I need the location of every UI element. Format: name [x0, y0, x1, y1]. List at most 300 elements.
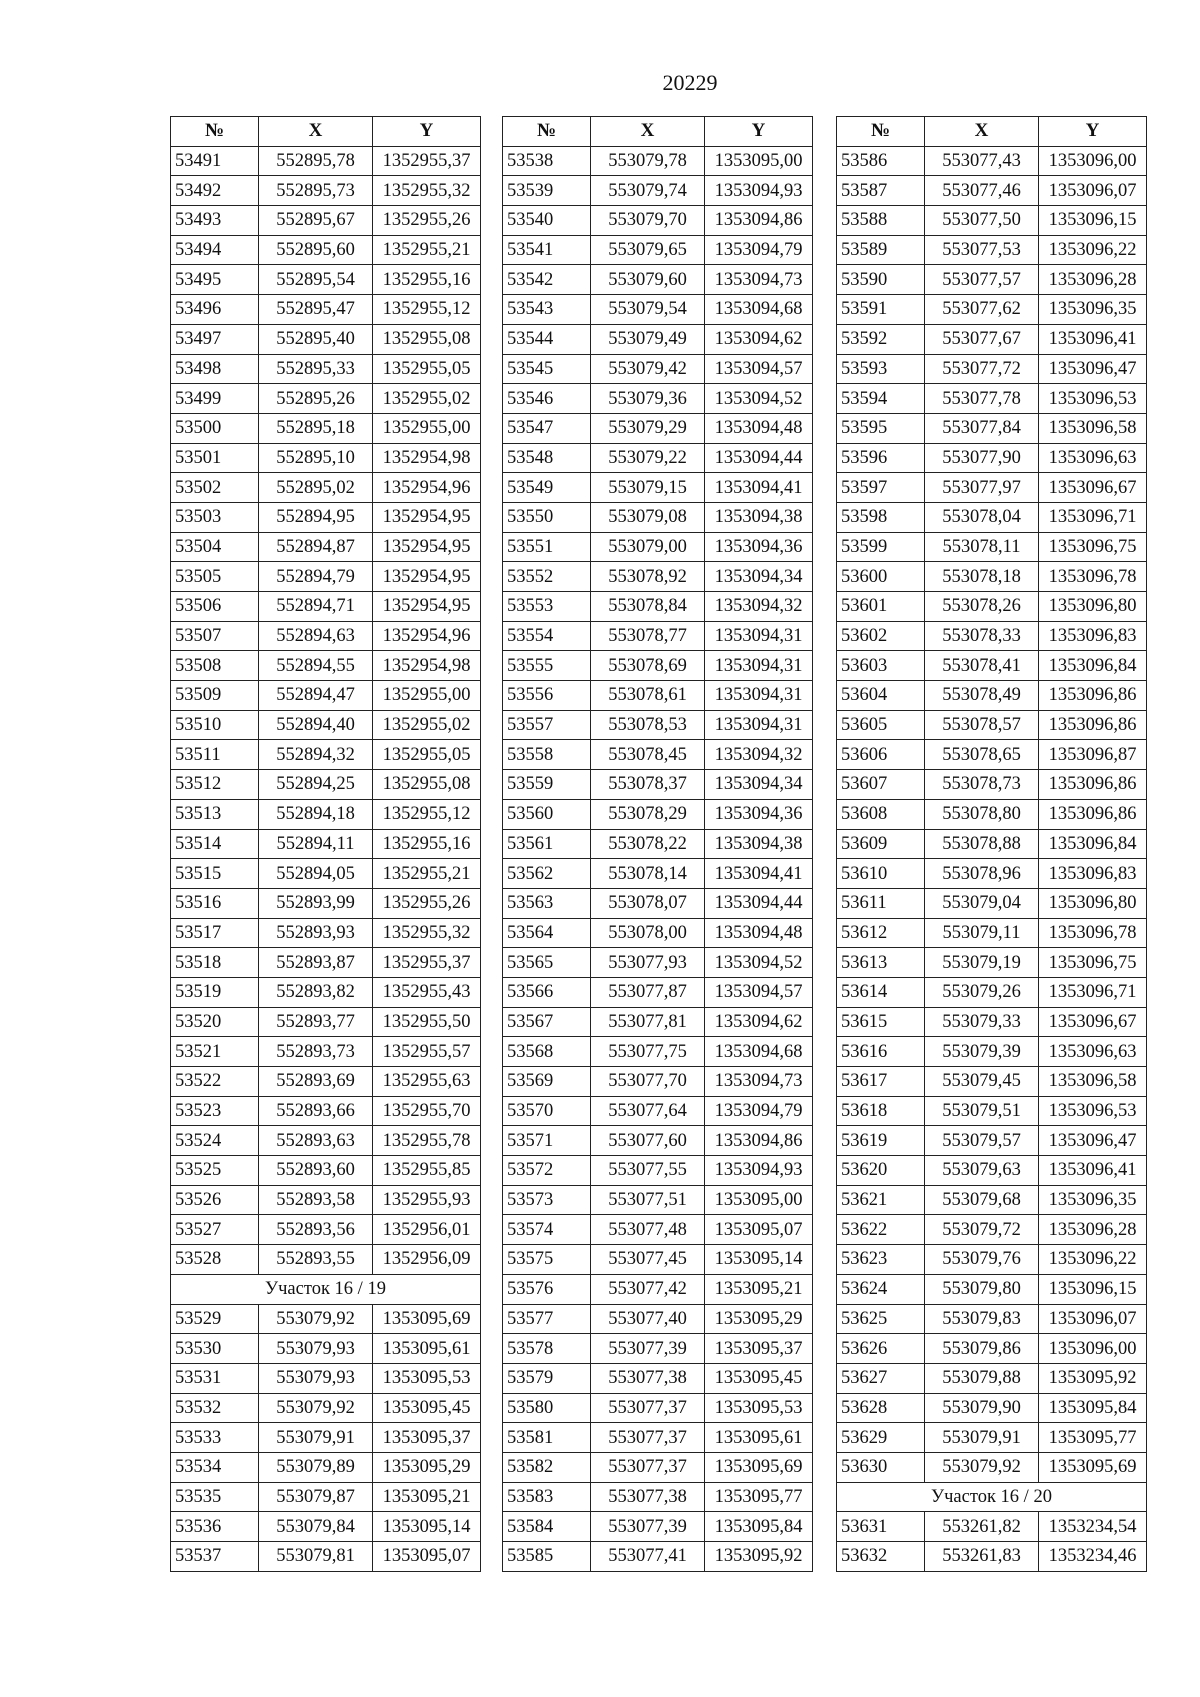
x-coordinate: 553077,37 [591, 1423, 705, 1453]
y-coordinate: 1352954,95 [373, 532, 481, 562]
table-row [837, 829, 1147, 859]
x-coordinate: 553078,37 [591, 770, 705, 800]
point-number: 53573 [503, 1185, 591, 1215]
point-number: 53575 [503, 1245, 591, 1275]
table-row [503, 740, 813, 770]
table-row [503, 295, 813, 325]
x-coordinate: 553079,49 [591, 324, 705, 354]
table-row [503, 1334, 813, 1364]
x-coordinate: 553079,60 [591, 265, 705, 295]
point-number: 53590 [837, 265, 925, 295]
point-number: 53567 [503, 1007, 591, 1037]
table-row [837, 265, 1147, 295]
y-coordinate: 1353094,62 [705, 1007, 813, 1037]
y-coordinate: 1353096,00 [1039, 1334, 1147, 1364]
table-row [171, 740, 481, 770]
x-coordinate: 553078,45 [591, 740, 705, 770]
header-number: № [837, 117, 925, 147]
table-row [837, 443, 1147, 473]
x-coordinate: 553078,92 [591, 562, 705, 592]
x-coordinate: 553077,51 [591, 1185, 705, 1215]
x-coordinate: 553079,80 [925, 1274, 1039, 1304]
point-number: 53493 [171, 206, 259, 236]
point-number: 53558 [503, 740, 591, 770]
point-number: 53514 [171, 829, 259, 859]
y-coordinate: 1352955,57 [373, 1037, 481, 1067]
point-number: 53497 [171, 324, 259, 354]
y-coordinate: 1353094,41 [705, 473, 813, 503]
y-coordinate: 1352955,02 [373, 710, 481, 740]
y-coordinate: 1353095,69 [705, 1452, 813, 1482]
point-number: 53509 [171, 681, 259, 711]
table-row [171, 592, 481, 622]
y-coordinate: 1353095,69 [1039, 1452, 1147, 1482]
y-coordinate: 1353094,44 [705, 443, 813, 473]
point-number: 53564 [503, 918, 591, 948]
x-coordinate: 552893,82 [259, 977, 373, 1007]
point-number: 53612 [837, 918, 925, 948]
x-coordinate: 553077,37 [591, 1452, 705, 1482]
y-coordinate: 1353094,44 [705, 888, 813, 918]
y-coordinate: 1353234,54 [1039, 1512, 1147, 1542]
point-number: 53503 [171, 502, 259, 532]
x-coordinate: 553079,76 [925, 1245, 1039, 1275]
point-number: 53632 [837, 1542, 925, 1572]
y-coordinate: 1352955,16 [373, 265, 481, 295]
y-coordinate: 1352955,37 [373, 146, 481, 176]
point-number: 53629 [837, 1423, 925, 1453]
x-coordinate: 553078,73 [925, 770, 1039, 800]
table-row [503, 1452, 813, 1482]
point-number: 53491 [171, 146, 259, 176]
point-number: 53563 [503, 888, 591, 918]
table-row [503, 592, 813, 622]
point-number: 53532 [171, 1393, 259, 1423]
y-coordinate: 1353094,32 [705, 592, 813, 622]
point-number: 53522 [171, 1067, 259, 1097]
y-coordinate: 1353096,15 [1039, 1274, 1147, 1304]
point-number: 53505 [171, 562, 259, 592]
y-coordinate: 1353094,93 [705, 176, 813, 206]
x-coordinate: 553079,22 [591, 443, 705, 473]
table-row [837, 146, 1147, 176]
y-coordinate: 1353094,31 [705, 681, 813, 711]
x-coordinate: 553079,78 [591, 146, 705, 176]
x-coordinate: 552893,63 [259, 1126, 373, 1156]
x-coordinate: 553079,70 [591, 206, 705, 236]
y-coordinate: 1353096,87 [1039, 740, 1147, 770]
y-coordinate: 1352955,63 [373, 1067, 481, 1097]
y-coordinate: 1352955,16 [373, 829, 481, 859]
point-number: 53519 [171, 977, 259, 1007]
point-number: 53610 [837, 859, 925, 889]
table-row [837, 562, 1147, 592]
y-coordinate: 1353094,48 [705, 918, 813, 948]
y-coordinate: 1353094,52 [705, 948, 813, 978]
table-row [503, 443, 813, 473]
table-row [837, 235, 1147, 265]
x-coordinate: 553079,92 [259, 1393, 373, 1423]
table-row [503, 681, 813, 711]
table-row [837, 1512, 1147, 1542]
y-coordinate: 1352955,70 [373, 1096, 481, 1126]
point-number: 53523 [171, 1096, 259, 1126]
table-row [171, 948, 481, 978]
table-row [171, 1363, 481, 1393]
point-number: 53621 [837, 1185, 925, 1215]
x-coordinate: 552894,05 [259, 859, 373, 889]
table-row [171, 1007, 481, 1037]
y-coordinate: 1353094,31 [705, 710, 813, 740]
x-coordinate: 553077,84 [925, 413, 1039, 443]
table-row [503, 562, 813, 592]
x-coordinate: 553079,72 [925, 1215, 1039, 1245]
y-coordinate: 1353096,41 [1039, 1156, 1147, 1186]
x-coordinate: 552893,93 [259, 918, 373, 948]
point-number: 53560 [503, 799, 591, 829]
point-number: 53555 [503, 651, 591, 681]
table-row [503, 532, 813, 562]
point-number: 53626 [837, 1334, 925, 1364]
y-coordinate: 1353095,77 [1039, 1423, 1147, 1453]
x-coordinate: 552894,25 [259, 770, 373, 800]
y-coordinate: 1353096,58 [1039, 413, 1147, 443]
y-coordinate: 1353096,41 [1039, 324, 1147, 354]
y-coordinate: 1352955,21 [373, 235, 481, 265]
point-number: 53574 [503, 1215, 591, 1245]
point-number: 53601 [837, 592, 925, 622]
y-coordinate: 1353094,86 [705, 1126, 813, 1156]
y-coordinate: 1352954,95 [373, 502, 481, 532]
point-number: 53531 [171, 1363, 259, 1393]
x-coordinate: 553079,36 [591, 384, 705, 414]
point-number: 53623 [837, 1245, 925, 1275]
table-row [171, 859, 481, 889]
table-row [503, 1037, 813, 1067]
table-row [171, 1067, 481, 1097]
point-number: 53533 [171, 1423, 259, 1453]
y-coordinate: 1353096,58 [1039, 1067, 1147, 1097]
x-coordinate: 553077,53 [925, 235, 1039, 265]
x-coordinate: 552894,11 [259, 829, 373, 859]
point-number: 53512 [171, 770, 259, 800]
point-number: 53541 [503, 235, 591, 265]
table-row [503, 206, 813, 236]
y-coordinate: 1353096,47 [1039, 354, 1147, 384]
x-coordinate: 553079,84 [259, 1512, 373, 1542]
table-header-row [171, 117, 481, 147]
y-coordinate: 1353096,80 [1039, 592, 1147, 622]
y-coordinate: 1353096,63 [1039, 443, 1147, 473]
point-number: 53569 [503, 1067, 591, 1097]
table-row [171, 1096, 481, 1126]
point-number: 53630 [837, 1452, 925, 1482]
point-number: 53546 [503, 384, 591, 414]
x-coordinate: 553078,84 [591, 592, 705, 622]
point-number: 53540 [503, 206, 591, 236]
y-coordinate: 1353094,79 [705, 1096, 813, 1126]
x-coordinate: 552895,60 [259, 235, 373, 265]
table-row [503, 770, 813, 800]
y-coordinate: 1353094,34 [705, 562, 813, 592]
x-coordinate: 553079,87 [259, 1482, 373, 1512]
point-number: 53571 [503, 1126, 591, 1156]
point-number: 53613 [837, 948, 925, 978]
table-row [503, 1245, 813, 1275]
table-row [503, 1067, 813, 1097]
y-coordinate: 1352954,98 [373, 651, 481, 681]
point-number: 53545 [503, 354, 591, 384]
table-row [171, 888, 481, 918]
point-number: 53625 [837, 1304, 925, 1334]
table-row [503, 1274, 813, 1304]
point-number: 53589 [837, 235, 925, 265]
table-row [503, 859, 813, 889]
y-coordinate: 1353096,83 [1039, 621, 1147, 651]
point-number: 53520 [171, 1007, 259, 1037]
y-coordinate: 1353095,37 [373, 1423, 481, 1453]
x-coordinate: 553079,39 [925, 1037, 1039, 1067]
x-coordinate: 552893,73 [259, 1037, 373, 1067]
table-row [837, 1245, 1147, 1275]
table-row [837, 740, 1147, 770]
table-row [503, 265, 813, 295]
point-number: 53565 [503, 948, 591, 978]
point-number: 53534 [171, 1452, 259, 1482]
point-number: 53577 [503, 1304, 591, 1334]
y-coordinate: 1353096,28 [1039, 265, 1147, 295]
x-coordinate: 552893,87 [259, 948, 373, 978]
point-number: 53617 [837, 1067, 925, 1097]
point-number: 53585 [503, 1542, 591, 1572]
point-number: 53517 [171, 918, 259, 948]
point-number: 53587 [837, 176, 925, 206]
x-coordinate: 553079,19 [925, 948, 1039, 978]
point-number: 53544 [503, 324, 591, 354]
y-coordinate: 1353096,71 [1039, 502, 1147, 532]
x-coordinate: 552893,77 [259, 1007, 373, 1037]
x-coordinate: 552893,55 [259, 1245, 373, 1275]
x-coordinate: 552894,71 [259, 592, 373, 622]
x-coordinate: 553077,67 [925, 324, 1039, 354]
table-row [171, 235, 481, 265]
y-coordinate: 1352955,08 [373, 324, 481, 354]
table-row [503, 1423, 813, 1453]
point-number: 53516 [171, 888, 259, 918]
x-coordinate: 553079,93 [259, 1334, 373, 1364]
point-number: 53536 [171, 1512, 259, 1542]
x-coordinate: 553079,83 [925, 1304, 1039, 1334]
y-coordinate: 1353096,15 [1039, 206, 1147, 236]
table-row [503, 710, 813, 740]
point-number: 53611 [837, 888, 925, 918]
point-number: 53525 [171, 1156, 259, 1186]
table-row [171, 681, 481, 711]
x-coordinate: 553078,07 [591, 888, 705, 918]
y-coordinate: 1353094,31 [705, 651, 813, 681]
x-coordinate: 553077,62 [925, 295, 1039, 325]
y-coordinate: 1353096,83 [1039, 859, 1147, 889]
x-coordinate: 553079,91 [925, 1423, 1039, 1453]
table-row [171, 651, 481, 681]
x-coordinate: 552893,99 [259, 888, 373, 918]
point-number: 53554 [503, 621, 591, 651]
table-row [503, 176, 813, 206]
x-coordinate: 552894,79 [259, 562, 373, 592]
y-coordinate: 1353095,29 [373, 1452, 481, 1482]
point-number: 53615 [837, 1007, 925, 1037]
x-coordinate: 553077,45 [591, 1245, 705, 1275]
x-coordinate: 552895,10 [259, 443, 373, 473]
table-row [171, 1215, 481, 1245]
x-coordinate: 552894,18 [259, 799, 373, 829]
point-number: 53542 [503, 265, 591, 295]
y-coordinate: 1353096,86 [1039, 710, 1147, 740]
table-row [171, 265, 481, 295]
y-coordinate: 1353096,75 [1039, 532, 1147, 562]
x-coordinate: 553079,65 [591, 235, 705, 265]
y-coordinate: 1352956,01 [373, 1215, 481, 1245]
x-coordinate: 552894,55 [259, 651, 373, 681]
point-number: 53527 [171, 1215, 259, 1245]
table-row [837, 918, 1147, 948]
x-coordinate: 553078,22 [591, 829, 705, 859]
y-coordinate: 1352954,95 [373, 592, 481, 622]
point-number: 53580 [503, 1393, 591, 1423]
table-row [171, 1542, 481, 1572]
y-coordinate: 1353096,71 [1039, 977, 1147, 1007]
x-coordinate: 553078,61 [591, 681, 705, 711]
x-coordinate: 553079,51 [925, 1096, 1039, 1126]
point-number: 53581 [503, 1423, 591, 1453]
y-coordinate: 1352955,08 [373, 770, 481, 800]
y-coordinate: 1353095,92 [705, 1542, 813, 1572]
table-row [503, 324, 813, 354]
table-row [503, 799, 813, 829]
x-coordinate: 553079,57 [925, 1126, 1039, 1156]
table-row [837, 532, 1147, 562]
point-number: 53620 [837, 1156, 925, 1186]
x-coordinate: 553079,29 [591, 413, 705, 443]
x-coordinate: 553077,39 [591, 1512, 705, 1542]
y-coordinate: 1353096,86 [1039, 799, 1147, 829]
point-number: 53499 [171, 384, 259, 414]
table-row [171, 1452, 481, 1482]
table-row [503, 1126, 813, 1156]
point-number: 53557 [503, 710, 591, 740]
header-x: X [259, 117, 373, 147]
point-number: 53528 [171, 1245, 259, 1275]
x-coordinate: 552893,56 [259, 1215, 373, 1245]
point-number: 53597 [837, 473, 925, 503]
table-row [171, 918, 481, 948]
x-coordinate: 553078,65 [925, 740, 1039, 770]
table-row [837, 1363, 1147, 1393]
table-row [837, 1334, 1147, 1364]
table-row [171, 1156, 481, 1186]
point-number: 53599 [837, 532, 925, 562]
point-number: 53492 [171, 176, 259, 206]
table-row [837, 295, 1147, 325]
section-row [837, 1482, 1147, 1512]
x-coordinate: 552895,73 [259, 176, 373, 206]
table-row [171, 1037, 481, 1067]
point-number: 53603 [837, 651, 925, 681]
table-row [171, 295, 481, 325]
y-coordinate: 1353096,35 [1039, 295, 1147, 325]
point-number: 53619 [837, 1126, 925, 1156]
table-row [503, 888, 813, 918]
y-coordinate: 1353094,62 [705, 324, 813, 354]
y-coordinate: 1353095,29 [705, 1304, 813, 1334]
y-coordinate: 1353094,48 [705, 413, 813, 443]
point-number: 53498 [171, 354, 259, 384]
y-coordinate: 1353096,67 [1039, 473, 1147, 503]
table-row [837, 1126, 1147, 1156]
y-coordinate: 1352955,85 [373, 1156, 481, 1186]
y-coordinate: 1353094,79 [705, 235, 813, 265]
point-number: 53495 [171, 265, 259, 295]
point-number: 53539 [503, 176, 591, 206]
x-coordinate: 553078,00 [591, 918, 705, 948]
y-coordinate: 1353095,37 [705, 1334, 813, 1364]
x-coordinate: 553077,42 [591, 1274, 705, 1304]
table-row [837, 1037, 1147, 1067]
table-row [837, 710, 1147, 740]
y-coordinate: 1352955,05 [373, 354, 481, 384]
table-row [837, 621, 1147, 651]
point-number: 53508 [171, 651, 259, 681]
header-x: X [925, 117, 1039, 147]
point-number: 53570 [503, 1096, 591, 1126]
y-coordinate: 1353095,45 [373, 1393, 481, 1423]
x-coordinate: 552893,66 [259, 1096, 373, 1126]
x-coordinate: 553077,75 [591, 1037, 705, 1067]
x-coordinate: 553079,45 [925, 1067, 1039, 1097]
point-number: 53609 [837, 829, 925, 859]
y-coordinate: 1353096,67 [1039, 1007, 1147, 1037]
point-number: 53502 [171, 473, 259, 503]
x-coordinate: 553079,68 [925, 1185, 1039, 1215]
table-row [171, 384, 481, 414]
point-number: 53624 [837, 1274, 925, 1304]
x-coordinate: 553079,93 [259, 1363, 373, 1393]
point-number: 53579 [503, 1363, 591, 1393]
x-coordinate: 552895,54 [259, 265, 373, 295]
header-number: № [171, 117, 259, 147]
header-y: Y [1039, 117, 1147, 147]
table-row [837, 1067, 1147, 1097]
point-number: 53526 [171, 1185, 259, 1215]
y-coordinate: 1353096,00 [1039, 146, 1147, 176]
table-row [837, 176, 1147, 206]
x-coordinate: 553078,14 [591, 859, 705, 889]
y-coordinate: 1353096,63 [1039, 1037, 1147, 1067]
section-label: Участок 16 / 19 [171, 1274, 481, 1304]
y-coordinate: 1353094,68 [705, 295, 813, 325]
point-number: 53518 [171, 948, 259, 978]
y-coordinate: 1352954,98 [373, 443, 481, 473]
x-coordinate: 553079,88 [925, 1363, 1039, 1393]
x-coordinate: 553077,72 [925, 354, 1039, 384]
y-coordinate: 1353095,00 [705, 1185, 813, 1215]
y-coordinate: 1353096,84 [1039, 651, 1147, 681]
table-row [171, 770, 481, 800]
table-row [837, 473, 1147, 503]
x-coordinate: 552895,67 [259, 206, 373, 236]
table-row [503, 384, 813, 414]
x-coordinate: 552894,40 [259, 710, 373, 740]
